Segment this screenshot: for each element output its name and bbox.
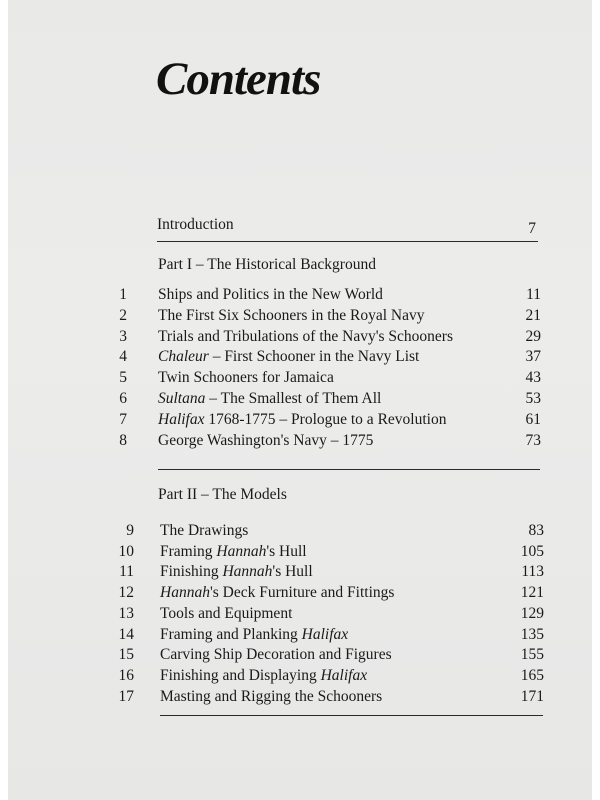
toc-entry[interactable] — [8, 390, 592, 412]
chapter-title-italic: Halifax — [158, 410, 205, 428]
chapter-title-italic: Hannah — [216, 542, 267, 560]
introduction-label: Introduction — [157, 216, 234, 233]
chapter-title — [160, 605, 292, 623]
chapter-title-text: Trials and Tribulations of the Navy's Schooners — [158, 327, 453, 345]
chapter-title-italic: Halifax — [301, 625, 349, 643]
chapter-page-number: 121 — [520, 584, 544, 602]
chapter-number: 5 — [119, 369, 127, 387]
chapter-title-text: 's Hull — [266, 542, 307, 560]
toc-entry[interactable] — [8, 646, 592, 668]
chapter-number: 10 — [118, 542, 134, 560]
chapter-title — [160, 626, 348, 644]
chapter-title — [158, 432, 373, 450]
chapter-title-text: Finishing and Displaying — [160, 666, 321, 684]
chapter-title-text: The First Six Schooners in the Royal Navy — [158, 306, 425, 324]
chapter-number: 6 — [119, 390, 127, 407]
chapter-title-italic: Halifax — [320, 666, 368, 684]
chapter-title-text: George Washington's Navy – 1775 — [158, 431, 374, 449]
chapter-number: 7 — [119, 410, 127, 428]
chapter-title-text: Tools and Equipment — [160, 604, 293, 622]
chapter-page-number: 113 — [521, 563, 544, 581]
chapter-page-number: 61 — [525, 410, 541, 428]
chapter-page-number: 29 — [525, 327, 541, 345]
toc-entry[interactable] — [8, 563, 592, 585]
toc-entry[interactable] — [8, 411, 592, 433]
toc-introduction[interactable] — [157, 216, 536, 238]
toc-entry[interactable] — [8, 584, 592, 606]
chapter-title — [158, 390, 381, 408]
chapter-title — [160, 563, 313, 581]
chapter-title-text: The Drawings — [160, 522, 249, 539]
chapter-title — [160, 522, 248, 540]
chapter-number: 11 — [119, 563, 134, 581]
chapter-title-italic: Hannah — [222, 563, 273, 581]
chapter-page-number: 105 — [520, 542, 544, 560]
part-1-divider — [158, 469, 540, 470]
chapter-page-number: 135 — [520, 625, 544, 643]
chapter-title — [158, 369, 334, 387]
chapter-page-number: 129 — [520, 604, 544, 622]
part-2-divider — [160, 715, 543, 716]
chapter-page-number: 21 — [525, 306, 541, 324]
toc-entry[interactable] — [8, 626, 592, 648]
chapter-title — [160, 646, 392, 664]
toc-entry[interactable] — [8, 688, 592, 710]
chapter-number: 16 — [118, 666, 134, 684]
chapter-page-number: 155 — [520, 646, 544, 664]
chapter-title-text: – First Schooner in the Navy List — [208, 348, 420, 366]
chapter-title — [160, 688, 382, 706]
chapter-number: 12 — [118, 584, 134, 602]
chapter-page-number: 37 — [525, 348, 541, 366]
chapter-number: 3 — [119, 327, 127, 345]
chapter-title — [158, 328, 453, 346]
chapter-number: 13 — [118, 604, 134, 622]
chapter-number: 9 — [126, 522, 134, 539]
introduction-page: 7 — [528, 220, 536, 237]
chapter-title-text: 's Hull — [272, 563, 313, 581]
part-2-heading: Part II – The Models — [158, 486, 287, 503]
toc-entry[interactable] — [8, 328, 592, 350]
chapter-number: 4 — [119, 348, 127, 366]
toc-entry[interactable] — [8, 543, 592, 565]
chapter-page-number: 165 — [520, 666, 544, 684]
chapter-title-text: Ships and Politics in the New World — [158, 286, 383, 303]
chapter-title-italic: Hannah — [160, 584, 210, 602]
part-1-heading: Part I – The Historical Background — [158, 256, 376, 273]
toc-entry[interactable] — [8, 605, 592, 627]
chapter-title-text: Framing and Planking — [160, 625, 302, 643]
page-title: Contents — [156, 53, 321, 105]
chapter-page-number: 171 — [520, 687, 544, 705]
chapter-title-text: Masting and Rigging the Schooners — [160, 687, 383, 705]
chapter-number: 14 — [118, 625, 134, 643]
toc-entry[interactable] — [8, 667, 592, 689]
chapter-number: 15 — [118, 646, 134, 664]
chapter-number: 8 — [119, 431, 127, 449]
chapter-title-italic: Chaleur — [158, 348, 209, 366]
chapter-title — [158, 307, 425, 325]
toc-entry[interactable] — [8, 369, 592, 391]
chapter-page-number: 73 — [525, 431, 541, 449]
chapter-number: 17 — [118, 687, 134, 705]
chapter-page-number: 43 — [525, 369, 541, 387]
chapter-page-number: 53 — [525, 390, 541, 407]
chapter-page-number: 83 — [528, 522, 544, 539]
chapter-title — [160, 584, 394, 602]
toc-entry[interactable] — [8, 432, 592, 454]
toc-entry[interactable] — [8, 348, 592, 370]
chapter-title-text: Finishing — [160, 563, 223, 581]
chapter-title-text: Twin Schooners for Jamaica — [158, 369, 334, 387]
toc-entry[interactable] — [8, 286, 592, 308]
chapter-title-text: Carving Ship Decoration and Figures — [160, 646, 392, 664]
toc-entry[interactable] — [8, 522, 592, 544]
book-page — [8, 0, 592, 800]
chapter-title — [158, 348, 419, 366]
toc-entry[interactable] — [8, 307, 592, 329]
chapter-title — [158, 286, 383, 304]
chapter-title — [158, 411, 446, 429]
chapter-title — [160, 667, 367, 685]
chapter-title-text: 's Deck Furniture and Fittings — [209, 584, 395, 602]
chapter-title-text: 1768-1775 – Prologue to a Revolution — [204, 410, 447, 428]
intro-divider — [157, 241, 538, 242]
chapter-number: 2 — [119, 306, 127, 324]
chapter-number: 1 — [119, 286, 127, 303]
chapter-title — [160, 543, 307, 561]
chapter-page-number: 11 — [526, 286, 541, 303]
chapter-title-text: – The Smallest of Them All — [205, 390, 382, 407]
chapter-title-italic: Sultana — [158, 390, 206, 407]
chapter-title-text: Framing — [160, 542, 217, 560]
